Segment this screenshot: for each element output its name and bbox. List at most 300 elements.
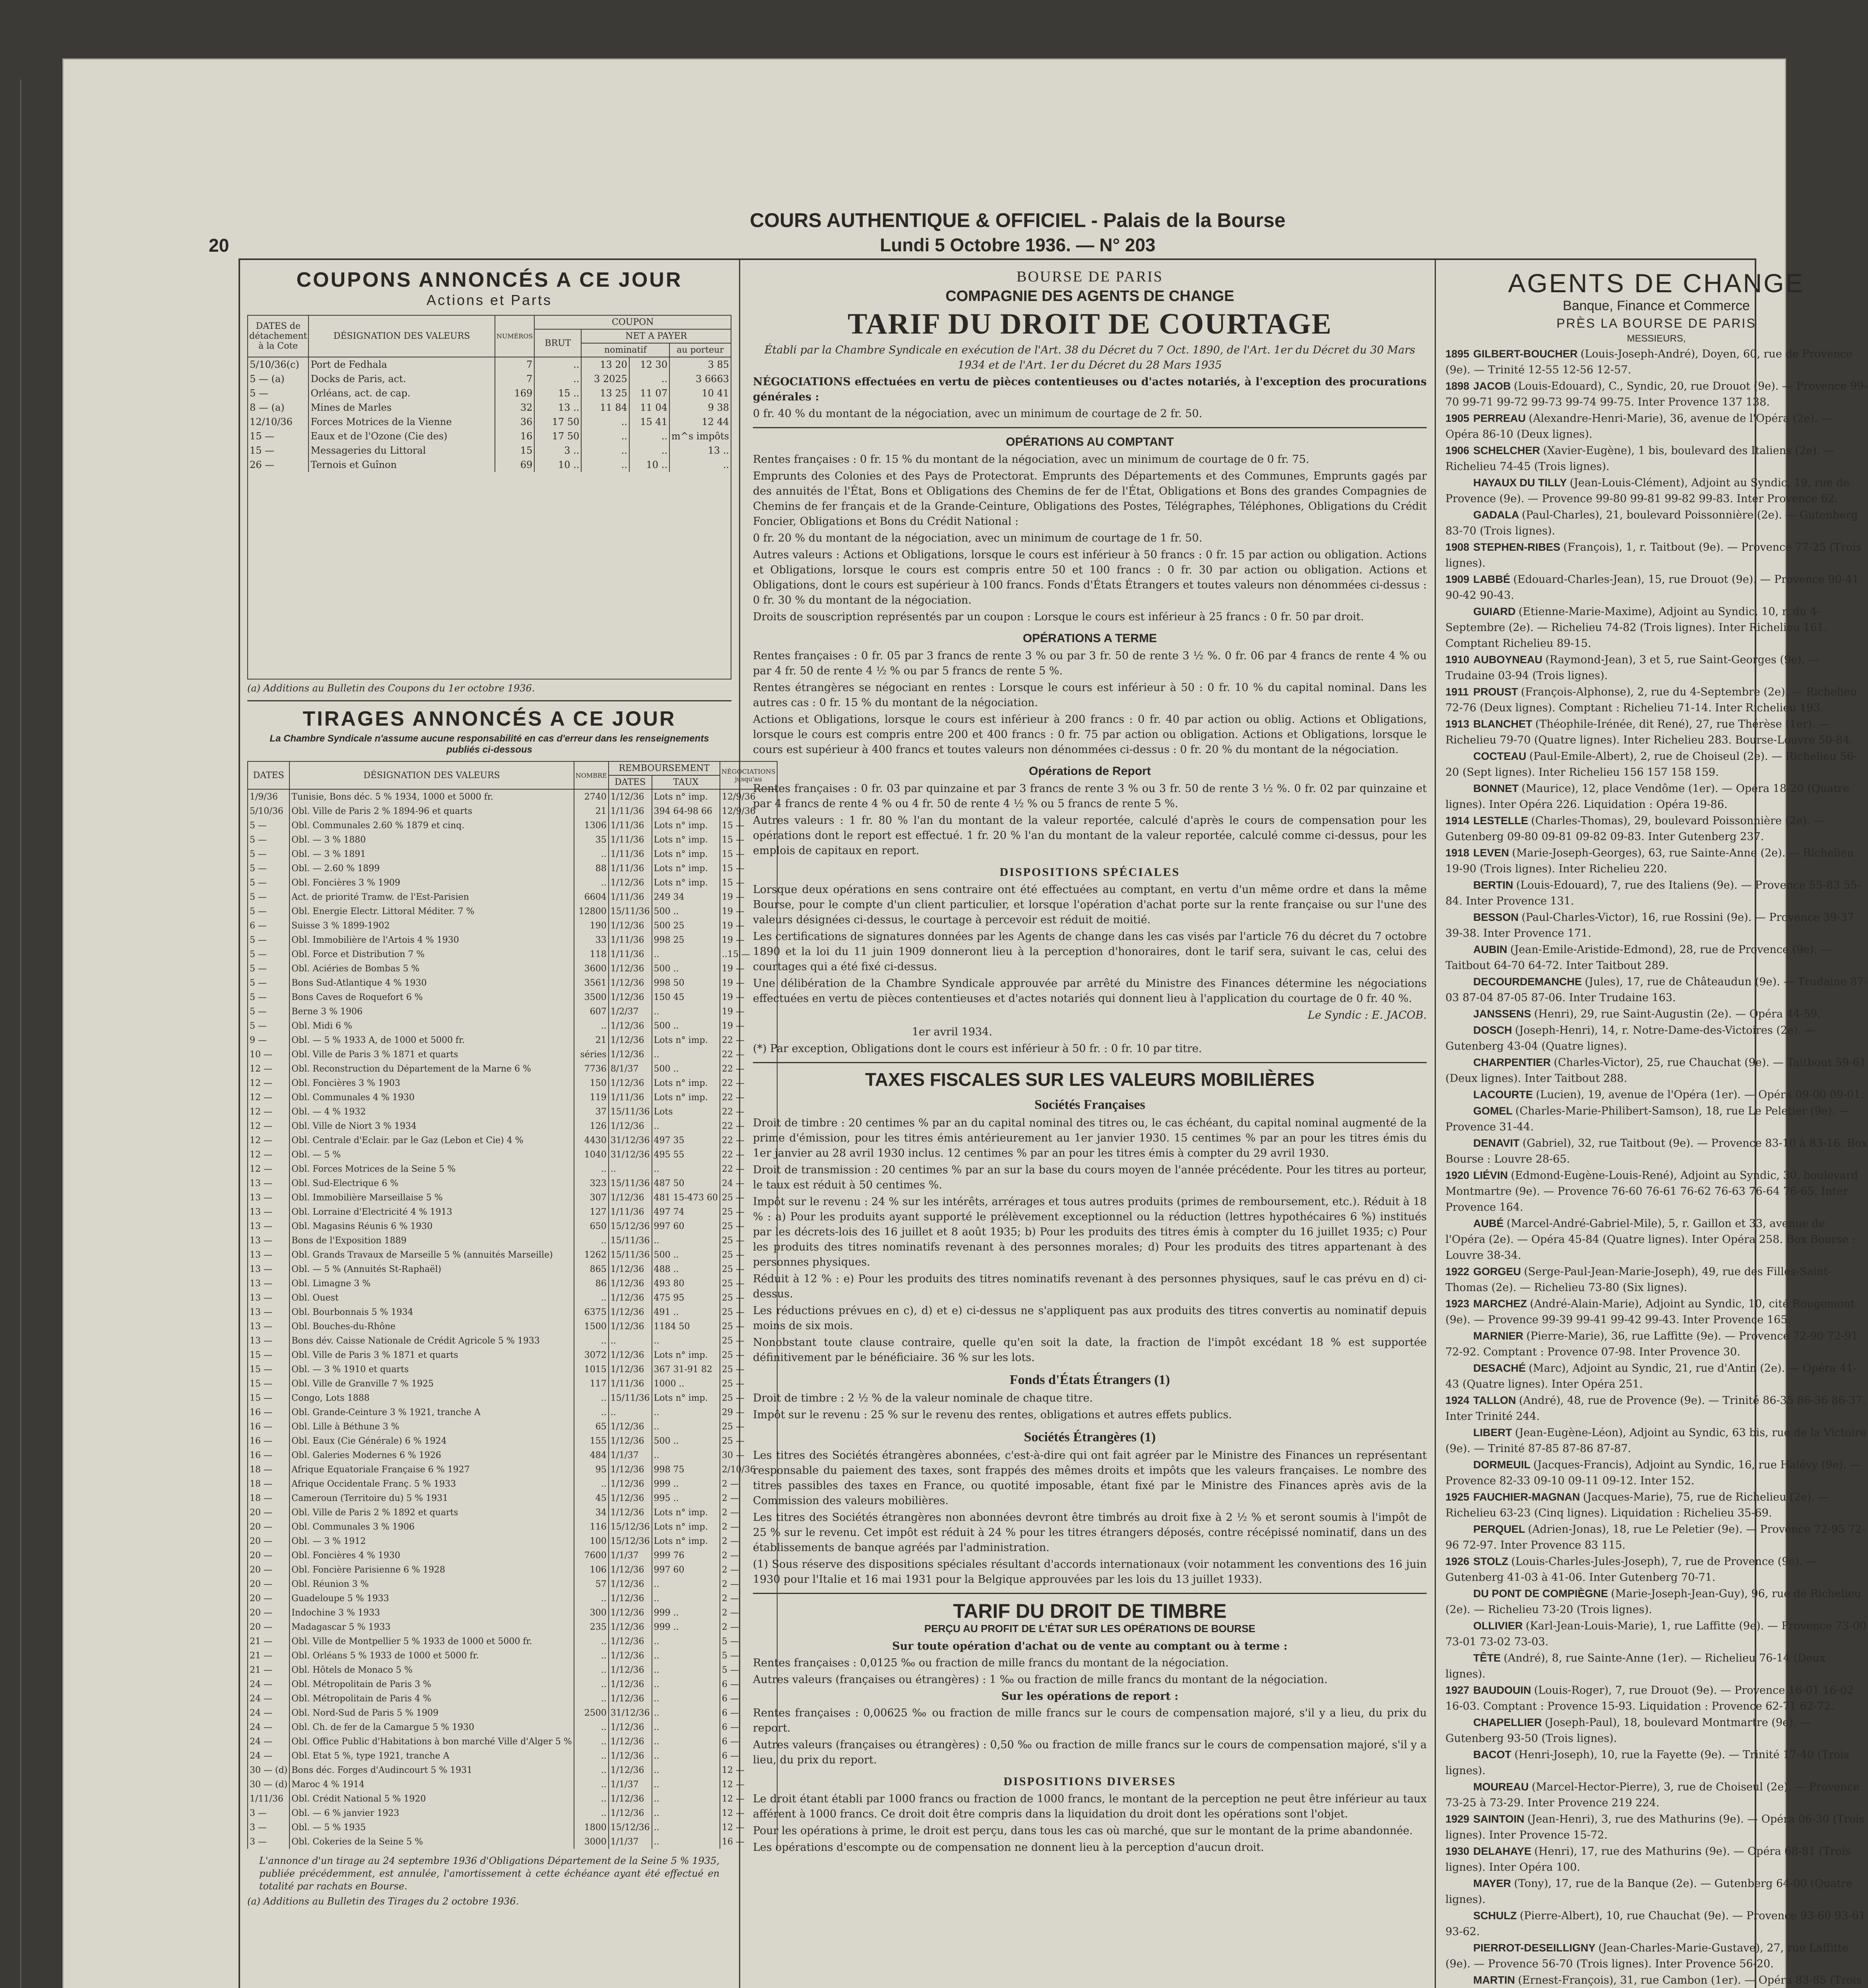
table-cell: 12/10/36 [248, 415, 308, 429]
table-cell: Suisse 3 % 1899-1902 [289, 918, 574, 933]
table-cell: .. [574, 876, 609, 890]
table-cell: Bons de l'Exposition 1889 [289, 1233, 574, 1248]
table-cell: Obl. Bouches-du-Rhône [289, 1319, 574, 1334]
table-cell: Obl. Office Public d'Habitations à bon marché Ville d'Alger 5 % [289, 1734, 574, 1749]
table-cell: .. [652, 1734, 720, 1749]
agent-year: 1906 [1445, 445, 1470, 456]
table-cell: Obl. Reconstruction du Département de la Marne 6 % [289, 1062, 574, 1076]
table-cell: .. [652, 1792, 720, 1806]
table-cell: 6 — [720, 1734, 777, 1749]
table-cell: 13 — [248, 1334, 289, 1348]
table-cell: Act. de priorité Tramw. de l'Est-Parisien [289, 890, 574, 904]
table-row [248, 1577, 777, 1591]
table-cell: 300 [574, 1606, 609, 1620]
agent-details: (Jacques-Francis), Adjoint au Syndic, 16, rue Halévy (9e). — Provence 82-33 09-10 09-11 09-12. Inter 152. [1445, 1459, 1861, 1487]
table-cell: 13 — [248, 1219, 289, 1233]
col-header: NOMBRE [574, 761, 609, 789]
table-cell: Obl. Galeries Modernes 6 % 1926 [289, 1448, 574, 1462]
agent-year: 1920 [1445, 1169, 1470, 1181]
exception-note: (*) Par exception, Obligations dont le cours est inférieur à 50 fr. : 0 fr. 10 par titre. [753, 1043, 1202, 1055]
agent-details: (Ernest-François), 31, rue Cambon (1er). — Opéra 83-85 (Trois [1518, 1974, 1862, 1986]
table-cell: .. [652, 1047, 720, 1062]
agent-details: (François), 1, r. Taitbout (9e). — Provence 77-25 (Trois lignes). [1445, 541, 1862, 569]
table-cell: .. [574, 1749, 609, 1763]
newspaper-page [64, 60, 1868, 1988]
table-cell: 20 — [248, 1534, 289, 1548]
table-cell: .. [574, 1405, 609, 1419]
table-cell: Obl. Ch. de fer de la Camargue 5 % 1930 [289, 1720, 574, 1734]
col-header: BRUT [534, 329, 581, 357]
table-cell: Forces Motrices de la Vienne [308, 415, 495, 429]
table-cell: 5 — [248, 847, 289, 861]
table-cell: 33 [574, 933, 609, 947]
table-cell: 19 — [720, 976, 777, 990]
table-cell: .. [652, 1677, 720, 1691]
agent-entry [1445, 507, 1868, 539]
agent-entry [1445, 1457, 1868, 1489]
timbre-report: Sur les opérations de report : [1001, 1690, 1179, 1703]
table-cell: 3 .. [534, 443, 581, 458]
agent-name: CHARPENTIER [1473, 1056, 1554, 1068]
table-cell: 15/11/36 [609, 1391, 652, 1405]
table-cell: .. [574, 1663, 609, 1677]
agent-details: (Lucien), 19, avenue de l'Opéra (1er). — Opéra 09-00 09-01. [1536, 1089, 1864, 1101]
agent-details: (Xavier-Eugène), 1 bis, boulevard des Italiens (2e). — Richelieu 74-45 (Trois lignes). [1445, 445, 1834, 473]
table-row [248, 1090, 777, 1105]
table-cell: .. [652, 1663, 720, 1677]
table-cell: 2 — [720, 1591, 777, 1606]
paragraph: Réduit à 12 % : e) Pour les produits des titres nominatifs revenant à des personnes physiques, sauf le cas prévu en d) ci-dessus. [753, 1273, 1427, 1300]
table-cell: 1/11/36 [609, 833, 652, 847]
table-cell: 13 — [248, 1176, 289, 1190]
table-cell: Obl. Magasins Réunis 6 % 1930 [289, 1219, 574, 1233]
paragraph: Le droit étant établi par 1000 francs ou fraction de 1000 francs, le montant de la perception ne peut être inférieur au taux afférent à 1000 francs. Ce droit doit être compris dans la liquidation du droit dont les opérations sont l'objet. [753, 1793, 1427, 1820]
table-cell: 5 — [720, 1634, 777, 1648]
agent-entry [1445, 571, 1868, 604]
table-cell: 15/11/36 [609, 1248, 652, 1262]
table-cell: .. [652, 1004, 720, 1019]
table-row [248, 1047, 777, 1062]
soc-fr-title: Sociétés Françaises [1034, 1097, 1145, 1112]
table-cell: 13 — [248, 1305, 289, 1319]
soc-etr-section [753, 1448, 1427, 1587]
table-cell: .. [574, 1291, 609, 1305]
table-row [248, 1162, 777, 1176]
table-cell: 65 [574, 1419, 609, 1434]
tirages-body [248, 789, 777, 1849]
agent-name: FAUCHIER-MAGNAN [1473, 1491, 1583, 1503]
table-cell: 15 [495, 443, 535, 458]
table-cell: 1/12/36 [609, 1734, 652, 1749]
table-cell: 3 — [248, 1820, 289, 1835]
agent-name: BACOT [1473, 1749, 1515, 1761]
table-cell: 17 50 [534, 429, 581, 443]
timbre-section [753, 1656, 1427, 1687]
table-cell: 5 — [248, 933, 289, 947]
table-cell: 5 — [720, 1663, 777, 1677]
agent-name: DU PONT DE COMPIÈGNE [1473, 1588, 1611, 1600]
table-row [248, 458, 731, 472]
table-cell: 15/12/36 [609, 1534, 652, 1548]
table-row [248, 861, 777, 876]
table-row [248, 1520, 777, 1534]
agent-name: PIERROT-DESEILLIGNY [1473, 1942, 1598, 1954]
table-cell: 1/12/36 [609, 1749, 652, 1763]
table-cell: 1/2/37 [609, 1004, 652, 1019]
agent-details: (Paul-Charles-Victor), 16, rue Rossini (9e). — Provence 39-37 39-38. Inter Provence 171. [1445, 911, 1854, 940]
table-cell: 15 — [720, 861, 777, 876]
paragraph: Emprunts des Colonies et des Pays de Protectorat. Emprunts des Départements et des Communes, Emprunts gagés par des annuités de l'État, Bons et Obligations des Chemins de fer de l'État, Obligations et Bons des grandes Compagnies de Chemins de fer français et de la Grande-Ceinture, Obligations des Postes, Télégraphes, Téléphones, Obligations du Crédit Foncier, Obligations et Bons du Crédit National : [753, 470, 1427, 528]
table-cell: 1/12/36 [609, 976, 652, 990]
table-cell: 1/11/36 [609, 804, 652, 818]
table-cell: .. [581, 415, 629, 429]
table-row [248, 357, 731, 372]
paragraph: Autres valeurs : 1 fr. 80 % l'an du montant de la valeur reportée, calculé d'après le cours de compensation pour les opérations dont le report est effectué. 1 fr. 20 % l'an du montant de la valeur reportée, calculé comme ci-dessus, pour les emplois de capitaux en report. [753, 814, 1427, 857]
table-cell: 5 — [248, 990, 289, 1004]
divider [753, 427, 1427, 428]
table-cell: .. [574, 1777, 609, 1792]
agent-entry [1445, 1618, 1868, 1650]
table-cell: 1/12/36 [609, 1691, 652, 1706]
table-cell: Bons Sud-Atlantique 4 % 1930 [289, 976, 574, 990]
table-cell: 12 — [248, 1119, 289, 1133]
agent-year: 1924 [1445, 1394, 1470, 1406]
table-cell: Obl. — 3 % 1910 et quarts [289, 1362, 574, 1376]
table-row [248, 833, 777, 847]
table-row [248, 1305, 777, 1319]
table-cell: 1/12/36 [609, 1019, 652, 1033]
compagnie-label: COMPAGNIE DES AGENTS DE CHANGE [945, 288, 1234, 305]
table-cell: 500 .. [652, 904, 720, 918]
agent-entry [1445, 1521, 1868, 1553]
binding-edge [20, 80, 33, 1988]
table-row [248, 1677, 777, 1691]
coupons-subtitle: Actions et Parts [426, 292, 553, 308]
agent-name: BLANCHET [1473, 718, 1535, 730]
table-cell: 16 — [248, 1419, 289, 1434]
table-cell: 21 [574, 1033, 609, 1047]
table-cell: 1/11/36 [609, 1090, 652, 1105]
agent-details: (Jean-Eugène-Léon), Adjoint au Syndic, 63 bis, rue de la Victoire (9e). — Trinité 87-85 87-86 87-87. [1445, 1427, 1866, 1455]
content-frame [239, 258, 1868, 1988]
agent-name: TALLON [1473, 1394, 1519, 1406]
table-cell: 488 .. [652, 1262, 720, 1276]
table-cell: Obl. Ville de Niort 3 % 1934 [289, 1119, 574, 1133]
paragraph: Actions et Obligations, lorsque le cours est inférieur à 200 francs : 0 fr. 40 par action ou oblig. Actions et Obligations, lorsque le cours est compris entre 200 et 400 francs : 0 fr. 75 par action ou obligation. Actions et Obligations, lorsque le cours est supérieur à 400 francs et toutes valeurs non dénommées ci-dessus : 0 fr. 20 % du montant de la négociation. [753, 713, 1427, 756]
col-header: DATES [248, 761, 289, 789]
table-cell: Obl. Foncières 3 % 1909 [289, 876, 574, 890]
table-cell: Obl. Force et Distribution 7 % [289, 947, 574, 961]
agent-entry [1445, 539, 1868, 571]
table-cell: 1040 [574, 1147, 609, 1162]
table-cell: 323 [574, 1176, 609, 1190]
dispositions-section [753, 882, 1427, 1006]
table-cell: 22 — [720, 1133, 777, 1147]
table-cell: 15 — [248, 429, 308, 443]
table-cell: 1/12/36 [609, 1606, 652, 1620]
agent-name: AUBIN [1473, 944, 1510, 955]
table-cell: 7 [495, 372, 535, 386]
table-cell: 1000 .. [652, 1376, 720, 1391]
table-cell: 12 — [248, 1062, 289, 1076]
table-cell: 20 — [248, 1606, 289, 1620]
table-row [248, 804, 777, 818]
table-cell: 1/12/36 [609, 1419, 652, 1434]
agent-entry [1445, 1940, 1868, 1972]
table-cell: .. [652, 1806, 720, 1820]
table-cell: Obl. Bourbonnais 5 % 1934 [289, 1305, 574, 1319]
table-cell: .. [629, 443, 669, 458]
masthead-title: COURS AUTHENTIQUE & OFFICIEL - Palais de la Bourse [750, 209, 1286, 231]
paragraph: Autres valeurs (françaises ou étrangères) : 1 ‰ ou fraction de mille francs du montant de la négociation. [753, 1673, 1328, 1686]
table-cell: Congo, Lots 1888 [289, 1391, 574, 1405]
table-cell: 106 [574, 1563, 609, 1577]
table-cell: 25 — [720, 1219, 777, 1233]
table-cell: Obl. Immobilière Marseillaise 5 % [289, 1190, 574, 1205]
table-cell: Cameroun (Territoire du) 5 % 1931 [289, 1491, 574, 1505]
agent-name: PERREAU [1473, 412, 1529, 424]
agent-entry [1445, 1022, 1868, 1054]
table-cell: 12 — [248, 1105, 289, 1119]
table-cell: 69 [495, 458, 535, 472]
table-row [248, 1076, 777, 1090]
table-cell: 2/10/36 [720, 1462, 777, 1477]
table-cell: Obl. — 3 % 1912 [289, 1534, 574, 1548]
agent-name: GADALA [1473, 509, 1522, 521]
table-cell: 500 .. [652, 961, 720, 976]
table-row [248, 415, 731, 429]
table-cell: 1/12/36 [609, 789, 652, 804]
agent-year: 1927 [1445, 1684, 1470, 1696]
table-cell: 22 — [720, 1105, 777, 1119]
table-row [248, 1405, 777, 1419]
paragraph: (1) Sous réserve des dispositions spéciales résultant d'accords internationaux (voir notamment les conventions des 16 juin 1930 pour l'Italie et 16 mai 1931 pour la Belgique approuvées par les lois du 13 juillet 1933). [753, 1558, 1427, 1586]
table-cell: .. [652, 1749, 720, 1763]
paragraph: Rentes françaises : 0 fr. 03 par quinzaine et par 3 francs de rente 3 % ou 3 fr. 50 de rente 3 ½ %. 0 fr. 02 par quinzaine et par 4 francs de rente 4 % ou 4 fr. 50 de rente 4 ½ % ou 5 francs de rente 5 %. [753, 782, 1427, 810]
table-row [248, 1706, 777, 1720]
table-cell: 307 [574, 1190, 609, 1205]
table-cell: Obl. Eaux (Cie Générale) 6 % 1924 [289, 1434, 574, 1448]
table-cell: .. [652, 1648, 720, 1663]
agent-entry [1445, 410, 1868, 443]
table-cell: 7600 [574, 1548, 609, 1563]
table-cell: 5 — [248, 976, 289, 990]
table-row [248, 1004, 777, 1019]
agent-entry [1445, 1103, 1868, 1135]
table-row [248, 1262, 777, 1276]
table-cell: .. [574, 1792, 609, 1806]
agents-subtitle: Banque, Finance et Commerce [1563, 298, 1750, 313]
table-cell: 2 — [720, 1577, 777, 1591]
table-cell: 491 .. [652, 1305, 720, 1319]
table-cell: 1800 [574, 1820, 609, 1835]
table-cell: 29 — [720, 1405, 777, 1419]
table-cell: Obl. Crédit National 5 % 1920 [289, 1792, 574, 1806]
agent-details: (Charles-Thomas), 29, boulevard Poissonnière (2e). — Gutenberg 09-80 09-81 09-82 09-83. Inter Gutenberg 237. [1445, 815, 1825, 843]
table-cell: 5 — [720, 1648, 777, 1663]
paragraph: Impôt sur le revenu : 25 % sur le revenu des rentes, obligations et autres effets publics. [753, 1409, 1232, 1421]
tirages-note: L'annonce d'un tirage au 24 septembre 1936 d'Obligations Département de la Seine 5 % 1935, publiée précédemment, est annulée, l'amortissement à cette échéance ayant été effectué en totalité par rachats en Bourse. [259, 1855, 720, 1892]
table-cell: 190 [574, 918, 609, 933]
table-cell: 15/11/36 [609, 1233, 652, 1248]
table-cell: 24 — [248, 1734, 289, 1749]
table-cell: Obl. Immobilière de l'Artois 4 % 1930 [289, 933, 574, 947]
table-row [248, 1548, 777, 1563]
agent-details: (Henri), 29, rue Saint-Augustin (2e). — Opéra 44-59. [1534, 1008, 1821, 1020]
table-row [248, 1319, 777, 1334]
table-cell: 1/12/36 [609, 1291, 652, 1305]
paragraph: Les titres des Sociétés étrangères abonnées, c'est-à-dire qui ont fait agréer par le Ministre des Finances un représentant responsable du paiement des taxes, sont frappés des mêmes droits et impôts que les valeurs françaises. Le nombre des titres passibles des taxes en France, ou quotité imposable, étant fixé par le Ministre des Finances après avis de la Commission des valeurs mobilières. [753, 1449, 1427, 1507]
table-cell: .. [574, 1233, 609, 1248]
table-cell: .. [574, 1019, 609, 1033]
table-cell: 20 — [248, 1563, 289, 1577]
table-cell: 13 .. [534, 400, 581, 415]
table-row [248, 904, 777, 918]
table-cell: Lots n° imp. [652, 1391, 720, 1405]
table-cell: 26 — [248, 458, 308, 472]
table-cell: .. [652, 1419, 720, 1434]
table-cell: Indochine 3 % 1933 [289, 1606, 574, 1620]
table-cell: 18 — [248, 1477, 289, 1491]
left-column [247, 268, 776, 1988]
table-row [248, 1734, 777, 1749]
table-cell: 7 [495, 357, 535, 372]
table-cell: 1/12/36 [609, 1677, 652, 1691]
coupons-table-space [247, 472, 731, 679]
table-cell: 13 — [248, 1205, 289, 1219]
table-cell: Obl. Etat 5 %, type 1921, tranche A [289, 1749, 574, 1763]
table-cell: .. [574, 1634, 609, 1648]
col-header: NÉGOCIATIONS jusqu'au [720, 761, 777, 789]
agent-details: (Charles-Victor), 25, rue Chauchat (9e). — Taitbout 59-61 (Deux lignes). Inter Taitbout 288. [1445, 1056, 1866, 1085]
table-cell: 15/11/36 [609, 1176, 652, 1190]
table-cell: 18 — [248, 1462, 289, 1477]
agent-details: (Jean-Emile-Aristide-Edmond), 28, rue de Provence (9e). — Taitbout 64-70 64-72. Inter Taitbout 289. [1445, 944, 1831, 972]
agent-year: 1898 [1445, 380, 1470, 392]
agent-year: 1911 [1445, 686, 1469, 698]
table-cell: 15 — [248, 1376, 289, 1391]
col-header: nominatif [581, 343, 669, 357]
table-cell: 15/11/36 [609, 904, 652, 918]
table-cell: Obl. Grande-Ceinture 3 % 1921, tranche A [289, 1405, 574, 1419]
fonds-title: Fonds d'États Étrangers (1) [1009, 1373, 1170, 1387]
table-row [248, 1391, 777, 1405]
column-divider [1435, 260, 1436, 1988]
table-cell: .. [609, 1162, 652, 1176]
table-cell: Madagascar 5 % 1933 [289, 1620, 574, 1634]
table-cell: 13 20 [581, 357, 629, 372]
table-cell: .. [652, 1233, 720, 1248]
table-cell: 12 — [720, 1806, 777, 1820]
table-cell: Bons Caves de Roquefort 6 % [289, 990, 574, 1004]
table-cell: 15 — [248, 1348, 289, 1362]
agent-entry [1445, 378, 1868, 410]
table-cell: Obl. Ville de Paris 3 % 1871 et quarts [289, 1047, 574, 1062]
agent-year: 1908 [1445, 541, 1470, 553]
table-cell: Lots n° imp. [652, 861, 720, 876]
table-cell: 1184 50 [652, 1319, 720, 1334]
agent-name: LIBERT [1473, 1427, 1515, 1439]
agent-year: 1918 [1445, 847, 1470, 859]
table-cell: 1/12/36 [609, 1806, 652, 1820]
table-cell: Obl. Ville de Montpellier 5 % 1933 de 1000 et 5000 fr. [289, 1634, 574, 1648]
agent-name: GILBERT-BOUCHER [1473, 348, 1581, 360]
agent-entry [1445, 1714, 1868, 1747]
table-cell: 6 — [720, 1706, 777, 1720]
table-row [248, 1334, 777, 1348]
table-row [248, 1777, 777, 1792]
table-cell: Obl. Ville de Granville 7 % 1925 [289, 1376, 574, 1391]
table-cell: Obl. — 2.60 % 1899 [289, 861, 574, 876]
agent-entry [1445, 877, 1868, 909]
table-cell: Obl. Communales 3 % 1906 [289, 1520, 574, 1534]
table-cell: Obl. Ville de Paris 3 % 1871 et quarts [289, 1348, 574, 1362]
timbre-subtitle: PERÇU AU PROFIT DE L'ÉTAT SUR LES OPÉRATIONS DE BOURSE [924, 1623, 1255, 1635]
agent-entry [1445, 1264, 1868, 1296]
table-cell: 6 — [720, 1677, 777, 1691]
timbre-title: TARIF DU DROIT DE TIMBRE [953, 1600, 1227, 1622]
agent-entry [1445, 684, 1868, 716]
table-cell: Obl. — 5 % (Annuités St-Raphaël) [289, 1262, 574, 1276]
table-cell: 24 — [248, 1749, 289, 1763]
agent-name: HAYAUX DU TILLY [1473, 477, 1570, 489]
table-cell: 9 — [248, 1033, 289, 1047]
paragraph: Droits de souscription représentés par un coupon : Lorsque le cours est inférieur à 25 francs : 0 fr. 50 par droit. [753, 611, 1364, 623]
coupons-title: COUPONS ANNONCÉS A CE JOUR [296, 268, 683, 291]
table-cell: 1/12/36 [609, 1720, 652, 1734]
table-cell: ..15 — [720, 947, 777, 961]
table-row [248, 1190, 777, 1205]
agent-name: STEPHEN-RIBES [1473, 541, 1563, 553]
table-cell: .. [652, 1720, 720, 1734]
table-cell: 2 — [720, 1606, 777, 1620]
table-cell: 1/12/36 [609, 1362, 652, 1376]
table-cell: 25 — [720, 1291, 777, 1305]
table-cell: 1/12/36 [609, 1076, 652, 1090]
agents-pres: PRÈS LA BOURSE DE PARIS [1556, 316, 1756, 330]
tirages-table [247, 761, 778, 1849]
agent-details: (Jules), 17, rue de Châteaudun (9e). — Trudaine 87-03 87-04 87-05 87-06. Inter Trudaine 163. [1445, 976, 1868, 1004]
table-cell: Lots n° imp. [652, 1348, 720, 1362]
agent-year: 1905 [1445, 412, 1470, 424]
table-cell: Obl. — 6 % janvier 1923 [289, 1806, 574, 1820]
divider [753, 1062, 1427, 1063]
paragraph: Droit de timbre : 2 ½ % de la valeur nominale de chaque titre. [753, 1392, 1093, 1404]
table-cell: 20 — [248, 1548, 289, 1563]
table-cell: 25 — [720, 1276, 777, 1291]
table-cell: 4430 [574, 1133, 609, 1147]
table-cell: 169 [495, 386, 535, 400]
tirages-note: (a) Additions au Bulletin des Tirages du 2 octobre 1936. [247, 1896, 519, 1907]
agent-year: 1926 [1445, 1555, 1470, 1567]
table-cell: 1/12/36 [609, 1348, 652, 1362]
table-cell: 6 — [248, 918, 289, 933]
paragraph: Une délibération de la Chambre Syndicale approuvée par arrêté du Ministre des Finances détermine les négociations effectuées en vertu de pièces contentieuses et d'actes notariés qui donnent lieu à l'application du courtage de 0 fr. 40 %. [753, 977, 1427, 1005]
agent-entry [1445, 1006, 1868, 1022]
table-cell: 30 — [720, 1448, 777, 1462]
table-cell: 15/12/36 [609, 1820, 652, 1835]
agent-details: (Edmond-Eugène-Louis-René), Adjoint au Syndic, 30, boulevard Montmartre (9e). — Provence 76-60 76-61 76-62 76-63 76-64 76-65. Inter Provence 164. [1445, 1169, 1858, 1213]
table-cell: 235 [574, 1620, 609, 1634]
table-cell: 15 — [248, 1362, 289, 1376]
table-cell: 15 — [720, 833, 777, 847]
agent-entry [1445, 748, 1868, 780]
table-cell: 1/12/36 [609, 1033, 652, 1047]
table-row [248, 1133, 777, 1147]
table-row [248, 1376, 777, 1391]
table-cell: 12 — [720, 1792, 777, 1806]
table-cell: 19 — [720, 918, 777, 933]
